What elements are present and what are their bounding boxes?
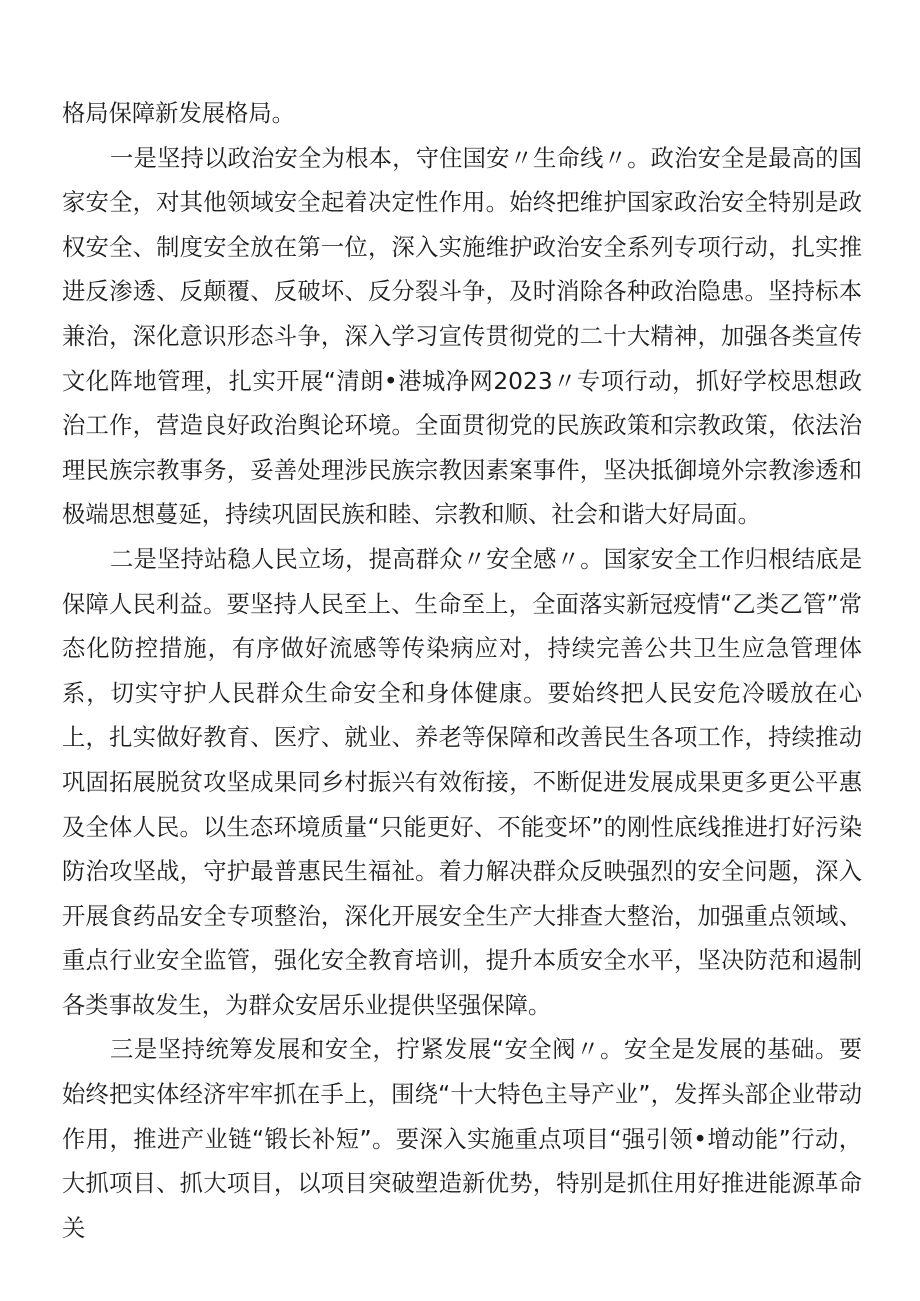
paragraph-people-security: 二是坚持站稳人民立场，提高群众〃安全感〃。国家安全工作归根结底是保障人民利益。要坚持人民至上、生命至上，全面落实新冠疫情“乙类乙管”常态化防控措施，有序做好流感等传染病应对，持续完善公共卫生应急管理体系，切实守护人民群众生命安全和身体健康。要始终把人民安危冷暖放在心上，扎实做好教育、医疗、就业、养老等保障和改善民生各项工作，持续推动巩固拓展脱贫攻坚成果同乡村振兴有效衔接，不断促进发展成果更多更公平惠及全体人民。以生态环境质量“只能更好、不能变坏”的刚性底线推进打好污染防治攻坚战，守护最普惠民生福祉。着力解决群众反映强烈的安全问题，深入开展食药品安全专项整治，深化开展安全生产大排查大整治，加强重点领域、重点行业安全监管，强化安全教育培训，提升本质安全水平，坚决防范和遏制各类事故发生，为群众安居乐业提供坚强保障。 xyxy=(62,545,862,1019)
document-body xyxy=(62,92,862,1251)
paragraph-continuation: 格局保障新发展格局。 xyxy=(62,100,295,127)
paragraph-political-security: 一是坚持以政治安全为根本，守住国安〃生命线〃。政治安全是最高的国家安全，对其他领域安全起着决定性作用。始终把维护国家政治安全特别是政权安全、制度安全放在第一位，深入实施维护政治安全系列专项行动，扎实推进反渗透、反颠覆、反破坏、反分裂斗争，及时消除各种政治隐患。坚持标本兼治，深化意识形态斗争，深入学习宣传贯彻党的二十大精神，加强各类宣传文化阵地管理，扎实开展“清朗•港城净网2023〃专项行动，抓好学校思想政治工作，营造良好政治舆论环境。全面贯彻党的民族政策和宗教政策，依法治理民族宗教事务，妥善处理涉民族宗教因素案事件，坚决抵御境外宗教渗透和极端思想蔓延，持续巩固民族和睦、宗教和顺、社会和谐大好局面。 xyxy=(62,144,862,529)
paragraph-development-security: 三是坚持统筹发展和安全，拧紧发展“安全阀〃。安全是发展的基础。要始终把实体经济牢牢抓在手上，围绕“十大特色主导产业”，发挥头部企业带动作用，推进产业链“锻长补短”。要深入实施重点项目“强引领•增动能”行动，大抓项目、抓大项目，以项目突破塑造新优势，特别是抓住用好推进能源革命关 xyxy=(62,1036,862,1242)
